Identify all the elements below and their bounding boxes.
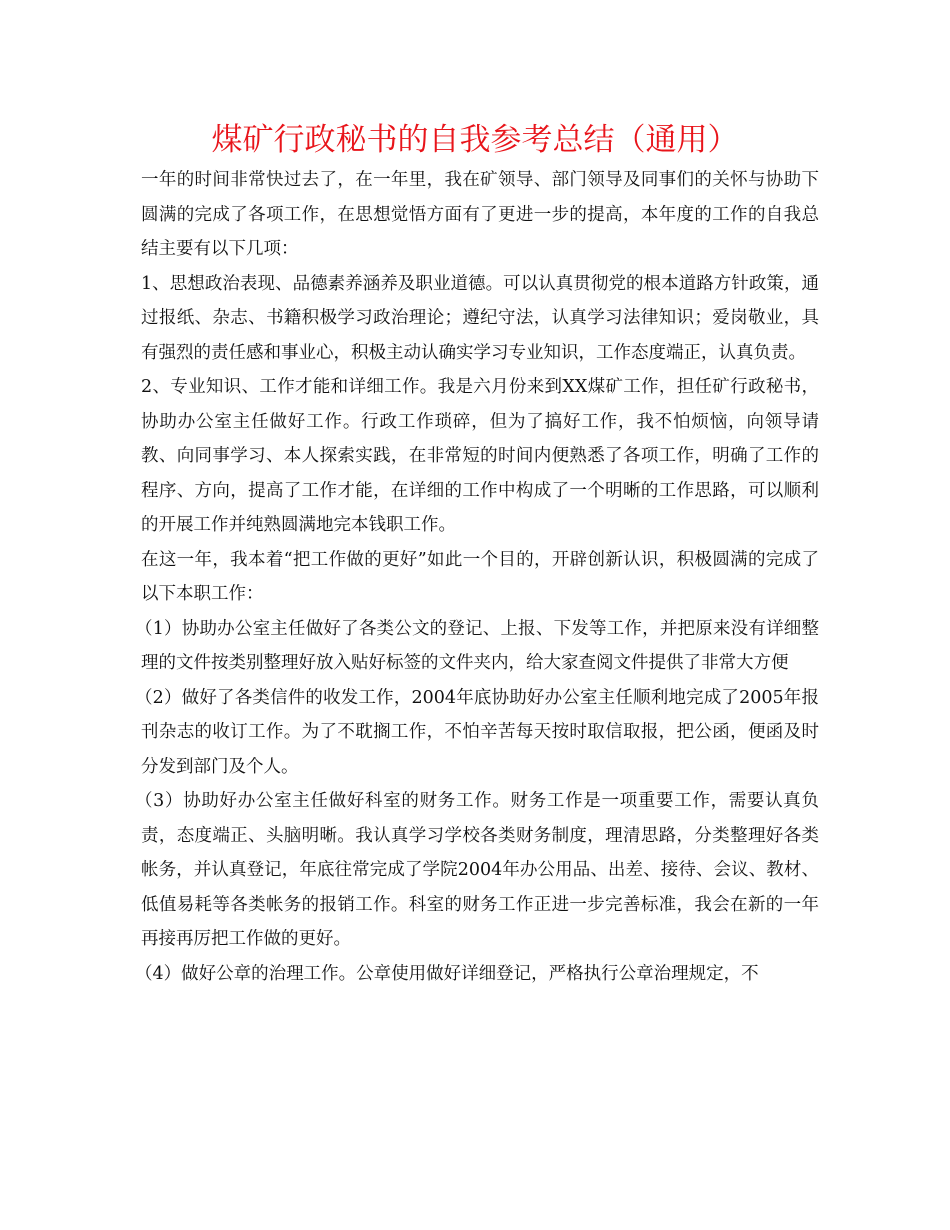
paragraph-item-3: （3）协助好办公室主任做好科室的财务工作。财务工作是一项重要工作，需要认真负责，态度端正、头脑明晰。我认真学习学校各类财务制度，理清思路，分类整理好各类帐务，并认真登记，年底往常完成了学院2004年办公用品、出差、接待、会议、教材、低值易耗等各类帐务的报销工作。科室的财务工作正进一步完善标准，我会在新的一年再接再厉把工作做的更好。 (135, 791, 819, 949)
paragraph-section-1: 1、思想政治表现、品德素养涵养及职业道德。可以认真贯彻党的根本道路方针政策，通过报纸、杂志、书籍积极学习政治理论；遵纪守法，认真学习法律知识；爱岗敬业，具有强烈的责任感和事业心，积极主动认确实学习专业知识，工作态度端正，认真负责。 (141, 273, 819, 363)
paragraph-item-1: （1）协助办公室主任做好了各类公文的登记、上报、下发等工作，并把原来没有详细整理的文件按类别整理好放入贴好标签的文件夹内，给大家查阅文件提供了非常大方便 (135, 618, 819, 673)
paragraph-item-4: （4）做好公章的治理工作。公章使用做好详细登记，严格执行公章治理规定，不 (135, 963, 759, 984)
paragraph-summary: 在这一年，我本着“把工作做的更好”如此一个目的，开辟创新认识，积极圆满的完成了以下本职工作： (141, 549, 819, 604)
document-title: 煤矿行政秘书的自我参考总结（通用） (211, 122, 739, 158)
paragraph-intro: 一年的时间非常快过去了，在一年里，我在矿领导、部门领导及同事们的关怀与协助下圆满的完成了各项工作，在思想觉悟方面有了更进一步的提高，本年度的工作的自我总结主要有以下几项： (141, 170, 819, 259)
paragraph-item-2: （2）做好了各类信件的收发工作，2004年底协助好办公室主任顺利地完成了2005年报刊杂志的收订工作。为了不耽搁工作，不怕辛苦每天按时取信取报，把公函，便函及时分发到部门及个人。 (135, 687, 819, 777)
paragraph-section-2: 2、专业知识、工作才能和详细工作。我是六月份来到XX煤矿工作，担任矿行政秘书，协助办公室主任做好工作。行政工作琐碎，但为了搞好工作，我不怕烦恼，向领导请教、向同事学习、本人探索实践，在非常短的时间内便熟悉了各项工作，明确了工作的程序、方向，提高了工作才能，在详细的工作中构成了一个明晰的工作思路，可以顺利的开展工作并纯熟圆满地完本钱职工作。 (141, 377, 819, 535)
document-body (135, 163, 819, 991)
